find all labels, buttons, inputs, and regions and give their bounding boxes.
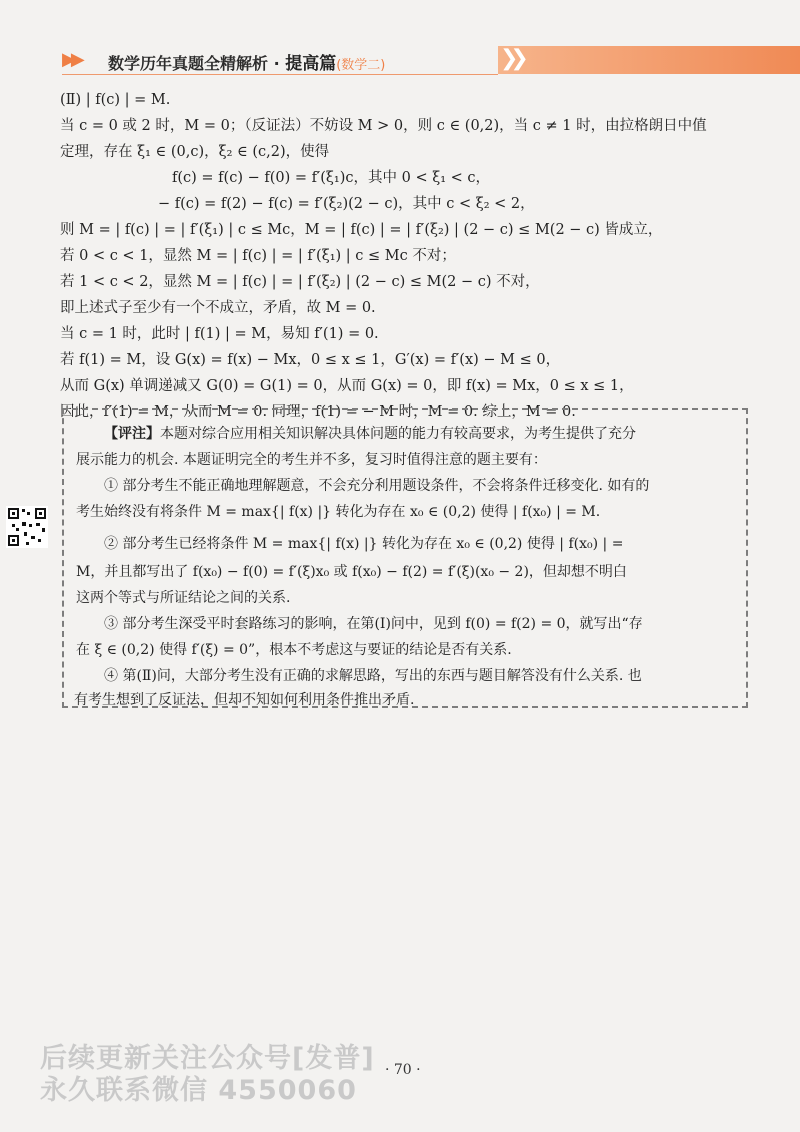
note-line: 在 ξ ∈ (0,2) 使得 f′(ξ) = 0”，根本不考虑这与要证的结论是否有关系. [76, 642, 512, 658]
body-line: 因此，f′(1) = M，从而 M = 0. 同理，f(1) = − M 时，M = 0. 综上，M = 0. [60, 404, 576, 420]
book-title-main: 数学历年真题全精解析 · [108, 54, 286, 73]
watermark-line-1: 后续更新关注公众号[发普] [40, 1043, 375, 1074]
watermark-line-2: 永久联系微信 4550060 [40, 1075, 357, 1106]
note-line: ④ 第(Ⅱ)问，大部分考生没有正确的求解思路，写出的东西与题目解答没有什么关系. 也 [104, 668, 642, 684]
equation-line: f(c) = f(c) − f(0) = f′(ξ₁)c，其中 0 < ξ₁ < c， [172, 170, 490, 186]
body-line: 若 0 < c < 1，显然 M = | f(c) | = | f′(ξ₁) | c ≤ Mc 不对； [60, 248, 456, 264]
body-line: 从而 G(x) 单调递减又 G(0) = G(1) = 0，从而 G(x) = 0，即 f(x) = Mx，0 ≤ x ≤ 1， [60, 378, 634, 394]
equation-line: − f(c) = f(2) − f(c) = f′(ξ₂)(2 − c)，其中 c < ξ₂ < 2， [158, 196, 535, 212]
body-line: 即上述式子至少有一个不成立，矛盾，故 M = 0. [60, 300, 376, 316]
double-arrow-icon: ▶▶ [62, 49, 80, 70]
note-line: 这两个等式与所证结论之间的关系. [76, 590, 291, 606]
header-rule [62, 74, 498, 75]
body-line: 若 1 < c < 2，显然 M = | f(c) | = | f′(ξ₂) | (2 − c) ≤ M(2 − c) 不对， [60, 274, 540, 290]
book-title-sub: (数学二) [336, 58, 386, 73]
commentary-box [62, 408, 748, 708]
note-text: 本题对综合应用相关知识解决具体问题的能力有较高要求，为考生提供了充分 [160, 426, 636, 442]
note-label: 【评注】 [104, 426, 160, 442]
note-line: ① 部分考生不能正确地理解题意，不会充分利用题设条件，不会将条件迁移变化. 如有的 [104, 478, 650, 494]
chevron-right-icon: ❯❯ [500, 46, 521, 71]
body-line: 定理，存在 ξ₁ ∈ (0,c)，ξ₂ ∈ (c,2)，使得 [60, 144, 330, 160]
book-title [108, 49, 385, 74]
note-line: 有考生想到了反证法，但却不知如何利用条件推出矛盾. [74, 692, 415, 708]
body-line: 若 f(1) = M，设 G(x) = f(x) − Mx，0 ≤ x ≤ 1，G′(x) = f′(x) − M ≤ 0， [60, 352, 561, 368]
body-line: 当 c = 0 或 2 时，M = 0；（反证法）不妨设 M > 0，则 c ∈ (0,2)，当 c ≠ 1 时，由拉格朗日中值 [60, 118, 707, 134]
note-line [104, 424, 636, 444]
body-line: 当 c = 1 时，此时 | f(1) | = M，易知 f′(1) = 0. [60, 326, 379, 342]
page-header [0, 40, 800, 80]
qr-code-icon [6, 506, 48, 548]
body-line: 则 M = | f(c) | = | f′(ξ₁) | c ≤ Mc，M = | f(c) | = | f′(ξ₂) | (2 − c) ≤ M(2 − c) 皆成立， [60, 222, 663, 238]
header-color-bar [498, 46, 800, 74]
note-line: ③ 部分考生深受平时套路练习的影响，在第(Ⅰ)问中，见到 f(0) = f(2) = 0，就写出“存 [104, 616, 643, 632]
page-number: · 70 · [385, 1062, 421, 1078]
note-line: M，并且都写出了 f(x₀) − f(0) = f′(ξ)x₀ 或 f(x₀) − f(2) = f′(ξ)(x₀ − 2)，但却想不明白 [76, 564, 627, 580]
note-line: 考生始终没有将条件 M = max{| f(x) |} 转化为存在 x₀ ∈ (0,2) 使得 | f(x₀) | = M. [76, 504, 601, 520]
note-line: ② 部分考生已经将条件 M = max{| f(x) |} 转化为存在 x₀ ∈ (0,2) 使得 | f(x₀) | = [104, 536, 624, 552]
book-title-highlight: 提高篇 [285, 54, 337, 74]
note-line: 展示能力的机会. 本题证明完全的考生并不多，复习时值得注意的题主要有： [76, 452, 547, 468]
body-line: (Ⅱ) | f(c) | = M. [60, 92, 171, 108]
